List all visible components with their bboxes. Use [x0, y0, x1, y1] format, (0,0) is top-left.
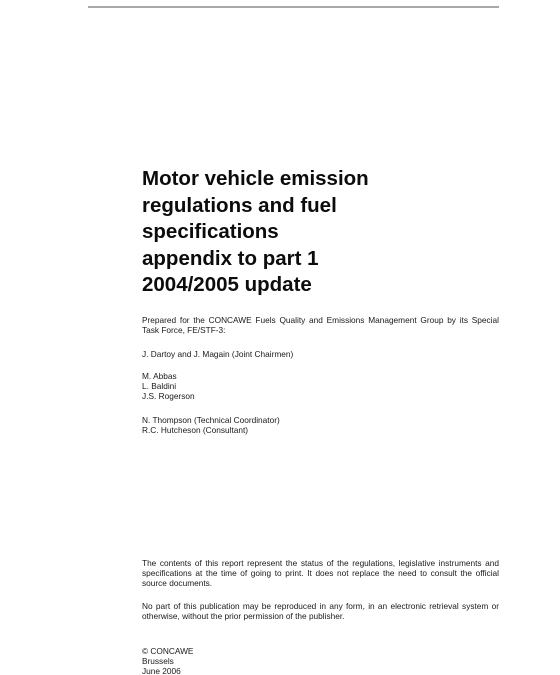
- publisher-info: [142, 646, 342, 675]
- coordinator-name: N. Thompson (Technical Coordinator): [142, 415, 280, 425]
- title-line: specifications: [142, 220, 279, 243]
- title-line: Motor vehicle emission: [142, 167, 369, 190]
- title-line: regulations and fuel: [142, 193, 337, 217]
- prepared-for-statement: Prepared for the CONCAWE Fuels Quality and Emissions Management Group by its Special Task Force, FE/STF-3:: [142, 315, 499, 336]
- coordinator-name: R.C. Hutcheson (Consultant): [142, 425, 249, 436]
- title-line: appendix to part 1: [142, 246, 319, 270]
- title-line: 2004/2005 update: [142, 273, 312, 296]
- copyright-line: © CONCAWE: [142, 646, 194, 656]
- publication-date: June 2006: [142, 666, 181, 675]
- reproduction-notice: No part of this publication may be reproduced in any form, in an electronic retrieval system or otherwise, without the prior permission of the publisher.: [142, 601, 499, 622]
- chairmen-line: J. Dartoy and J. Magain (Joint Chairmen): [142, 349, 294, 359]
- member-name: M. Abbas: [142, 371, 177, 381]
- coordinators: [142, 415, 499, 435]
- joint-chairmen: [142, 349, 499, 359]
- member-name: J.S. Rogerson: [142, 391, 195, 402]
- header-rule: [88, 6, 499, 8]
- disclaimer-paragraph: The contents of this report represent the status of the regulations, legislative instruments and specifications at the time of going to print. It does not replace the need to consult the official source documents.: [142, 558, 499, 589]
- member-name: L. Baldini: [142, 381, 177, 392]
- publisher-city: Brussels: [142, 656, 174, 667]
- report-title: [142, 166, 472, 299]
- task-force-members: [142, 371, 499, 402]
